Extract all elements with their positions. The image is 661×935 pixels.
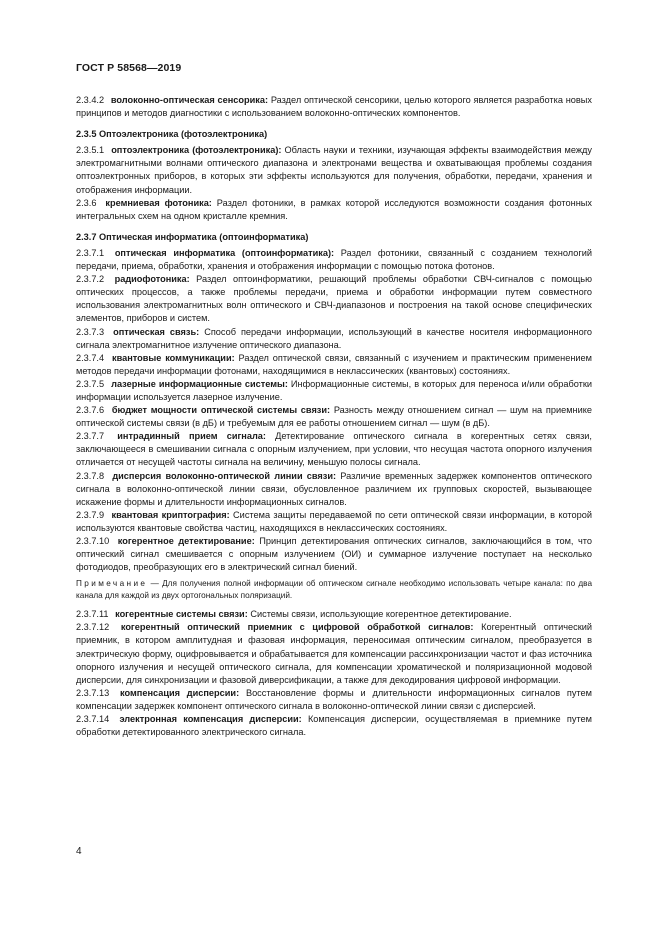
entry-definition: Раздел фотоники, в рамках которой исследуются возможности создания фотонных интегральных схем на одном кристалле кремния. [76,197,592,221]
definition-entry [76,247,592,273]
entry-term: когерентное детектирование: [117,536,255,546]
document-header: ГОСТ Р 58568—2019 [76,62,182,74]
entry-number: 2.3.7.10 [76,536,110,546]
entry-definition: Восстановление формы и длительности информационных сигналов путем компенсации задержек компонент оптического сигнала в волоконно-оптической линии связи с дисперсией. [76,687,592,711]
entry-term: когерентные системы связи: [115,609,248,620]
entry-definition: Система защиты передаваемой по сети оптической связи информации, в которой используются квантовые свойства частиц, находящихся в неклассических состояниях. [76,509,592,533]
entry-definition: Когерентный оптический приемник, в котором амплитудная и фазовая информация, переносимая оптическим сигналом, преобразуется в электрическую форму, оцифровывается и обрабатывается для компенсации рассинхронизации частот и фаз источника опорного излучения и несущей оптического сигнала, для компенсации хроматической и поляризационной модовой дисперсии, для синхронизации и фазовой диверсификации, а также для декодирования цифровой информации. [76,622,592,685]
definition-entry [76,608,592,621]
definition-entry [76,378,592,404]
entry-number: 2.3.7.9 [76,509,105,520]
entry-number: 2.3.7.11 [76,609,109,620]
entry-definition: Компенсация дисперсии, осуществляемая в приемнике путем обработки детектированного электрического сигнала. [76,714,592,738]
note-block [76,578,592,602]
note-text: — Для получения полной информации об оптическом сигнале необходимо использовать четыре канала: по два канала для каждой из двух ортогональных поляризаций. [76,579,592,601]
entry-term: волоконно-оптическая сенсорика: [110,95,269,105]
entry-number: 2.3.7.1 [76,247,105,258]
definition-entry [76,509,592,535]
definition-entry [76,273,592,325]
definition-entry [76,713,592,739]
entry-term: компенсация дисперсии: [120,687,240,698]
entry-number: 2.3.7.12 [76,622,110,633]
entry-definition: Системы связи, использующие когерентное детектирование. [250,609,512,620]
entry-definition: Область науки и техники, изучающая эффекты взаимодействия между электромагнитными волнами оптического диапазона и электронами вещества и охватывающая проблемы создания оптоэлектронных приборов, в которых эти эффекты используются для получения, обработки, передачи, хранения и отображения информации. [76,145,592,195]
entry-term: бюджет мощности оптической системы связи: [111,405,331,416]
page-number: 4 [76,846,82,857]
entry-term: квантовая криптография: [111,509,230,520]
entry-number: 2.3.7.8 [76,470,105,481]
entry-definition: Разность между отношением сигнал — шум на приемнике оптической системы связи (в дБ) и требуемым для ее работы отношением сигнал — шум (в дБ). [76,405,592,429]
entry-number: 2.3.7.7 [76,431,105,442]
definition-entry [76,144,592,196]
definition-entry [76,687,592,713]
entry-term: квантовые коммуникации: [111,352,235,363]
entry-number: 2.3.6 [76,197,97,208]
entry-number: 2.3.7.13 [76,687,110,698]
entry-term: дисперсия волоконно-оптической линии связи: [112,470,337,481]
entry-definition: Раздел оптической сенсорики, целью которого является разработка новых принципов и методов диагностики с использованием волоконно-оптических компонентов. [76,95,592,119]
entry-number: 2.3.7.14 [76,714,110,725]
entry-term: кремниевая фотоника: [105,197,212,208]
entry-definition: Раздел оптической связи, связанный с изучением и практическим применением методов передачи информации фотонами, находящимися в неклассических (квантовых) состояниях. [76,352,592,376]
entry-term: электронная компенсация дисперсии: [119,714,302,725]
entry-number: 2.3.7.6 [76,405,105,416]
section-heading: 2.3.7 Оптическая информатика (оптоинформатика) [76,231,309,242]
entry-number: 2.3.5.1 [76,145,105,156]
definition-entry [76,94,592,120]
entry-term: лазерные информационные системы: [111,378,288,389]
entry-term: интрадинный прием сигнала: [117,431,266,442]
entry-definition: Детектирование оптического сигнала в когерентных сетях связи, заключающееся в смешивании сигнала с опорным излучением, при условии, что несущая частота опорного излучения отличается от несущей частоты сигнала на величину, меньшую полосы сигнала. [76,431,592,468]
entry-definition: Раздел фотоники, связанный с созданием технологий передачи, приема, обработки, хранения и отображения информации с помощью потока фотонов. [76,247,592,272]
entry-number: 2.3.7.2 [76,274,105,285]
note-label: Примечание [76,579,148,589]
entry-number: 2.3.4.2 [76,95,105,105]
entry-term: радиофотоника: [114,274,190,285]
document-body [76,94,592,739]
definition-entry [76,197,592,223]
entry-term: оптическая информатика (оптоинформатика): [114,247,335,258]
entry-definition: Принцип детектирования оптических сигналов, заключающийся в том, что оптический сигнал смешивается с опорным излучением (ОИ) и суммарное излучение поступает на несколько фотодиодов, преобразующих его в электрический сигнал биений. [76,536,592,573]
definition-entry [76,404,592,430]
definition-entry [76,326,592,352]
definition-entry [76,470,592,509]
entry-number: 2.3.7.5 [76,378,105,389]
section-heading: 2.3.5 Оптоэлектроника (фотоэлектроника) [76,129,268,140]
definition-entry [76,352,592,378]
entry-number: 2.3.7.3 [76,326,105,337]
entry-definition: Раздел оптоинформатики, решающий проблемы обработки СВЧ-сигналов с помощью оптических процессов, а также проблемы передачи, приема и обработки информации путем совместного использования электромагнитных волн оптического и СВЧ-диапазонов и построения на такой основе специфических элементов, приборов и систем. [76,274,592,324]
definition-entry [76,621,592,686]
entry-term: оптоэлектроника (фотоэлектроника): [111,145,282,156]
entry-definition: Способ передачи информации, использующий в качестве носителя информационного сигнала электромагнитное излучение оптического диапазона. [76,326,593,350]
definition-entry [76,430,592,469]
entry-definition: Различие временных задержек компонентов оптического сигнала в волоконно-оптической линии связи, обусловленное различием их групповых скоростей, вызывающее искажение формы и длительности информационных сигналов. [76,470,592,507]
entry-term: оптическая связь: [113,326,200,337]
entry-term: когерентный оптический приемник с цифровой обработкой сигналов: [120,622,474,633]
entry-definition: Информационные системы, в которых для переноса и/или обработки информации используется лазерное излучение. [76,378,592,402]
entry-number: 2.3.7.4 [76,352,105,363]
definition-entry [76,535,592,574]
